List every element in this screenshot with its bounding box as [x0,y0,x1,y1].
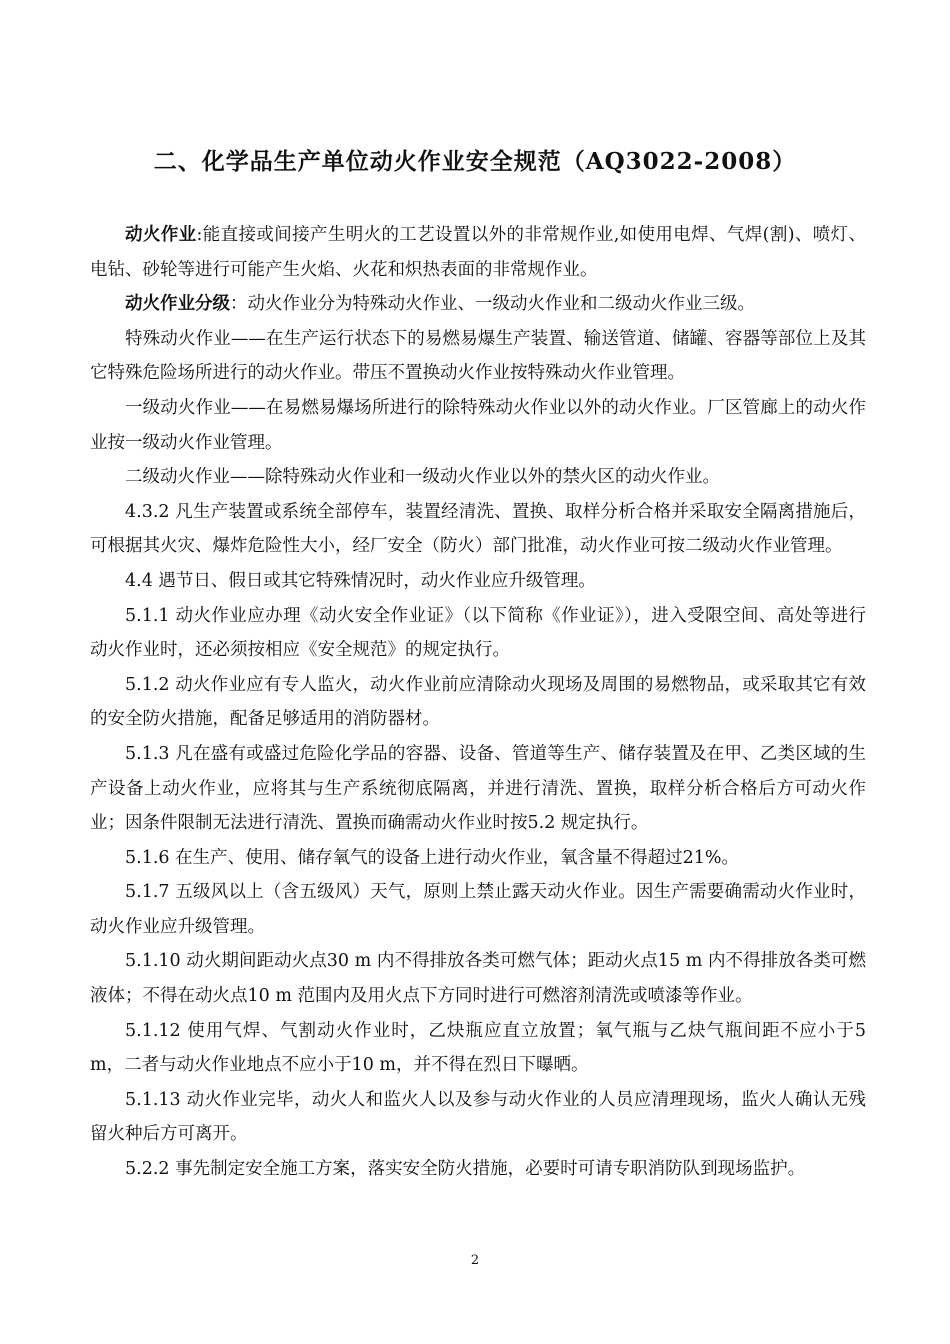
paragraph [90,1083,866,1152]
paragraph-text: 5.1.7 五级风以上（含五级风）天气，原则上禁止露天动火作业。因生产需要确需动火作业时，动火作业应升级管理。 [90,882,866,937]
paragraph [90,495,866,564]
paragraph-text: 5.1.10 动火期间距动火点30 m 内不得排放各类可燃气体；距动火点15 m 内不得排放各类可燃液体；不得在动火点10 m 范围内及用火点下方同时进行可燃溶剂清洗或喷漆等作业。 [90,951,866,1007]
document-body [90,218,866,1187]
paragraph [90,1152,866,1187]
paragraph-text: 4.4 遇节日、假日或其它特殊情况时，动火作业应升级管理。 [125,570,596,591]
paragraph [90,391,866,460]
paragraph-term: 动火作业 [125,225,197,245]
paragraph-term: 动火作业分级 [125,294,230,315]
paragraph-text: 一级动火作业——在易燃易爆场所进行的除特殊动火作业以外的动火作业。厂区管廊上的动火作业按一级动火作业管理。 [90,397,866,453]
paragraph-text: 5.1.3 凡在盛有或盛过危险化学品的容器、设备、管道等生产、储存装置及在甲、乙类区域的生产设备上动火作业，应将其与生产系统彻底隔离，并进行清洗、置换，取样分析合格后方可动火作业；因条件限制无法进行清洗、置换而确需动火作业时按5.2 规定执行。 [90,743,866,834]
paragraph-text: 5.1.12 使用气焊、气割动火作业时，乙炔瓶应直立放置；氧气瓶与乙炔气瓶间距不应小于5 m，二者与动火作业地点不应小于10 m，并不得在烈日下曝晒。 [90,1020,866,1076]
paragraph [90,1014,866,1083]
paragraph-text: 5.1.1 动火作业应办理《动火安全作业证》（以下简称《作业证》），进入受限空间、高处等进行动火作业时，还必须按相应《安全规范》的规定执行。 [90,605,866,661]
paragraph-text: 5.1.13 动火作业完毕，动火人和监火人以及参与动火作业的人员应清理现场，监火人确认无残留火种后方可离开。 [90,1089,866,1145]
paragraph [90,460,866,495]
paragraph [90,564,866,599]
paragraph-text: 5.1.6 在生产、使用、储存氧气的设备上进行动火作业，氧含量不得超过21%。 [125,847,739,868]
paragraph-text: 5.2.2 事先制定安全施工方案，落实安全防火措施，必要时可请专职消防队到现场监护。 [125,1159,806,1180]
paragraph [90,875,866,944]
paragraph [90,841,866,876]
paragraph-text: ：动火作业分为特殊动火作业、一级动火作业和二级动火作业三级。 [230,294,755,315]
paragraph [90,287,866,322]
paragraph-text: 5.1.2 动火作业应有专人监火，动火作业前应清除动火现场及周围的易燃物品，或采取其它有效的安全防火措施，配备足够适用的消防器材。 [90,674,866,730]
document-title: 二、化学品生产单位动火作业安全规范（AQ3022-2008） [153,148,797,176]
paragraph-text: 二级动火作业——除特殊动火作业和一级动火作业以外的禁火区的动火作业。 [125,467,720,488]
paragraph [90,668,866,737]
paragraph [90,599,866,668]
paragraph [90,737,866,841]
paragraph [90,944,866,1013]
page-number: 2 [470,1253,480,1268]
paragraph-text: :能直接或间接产生明火的工艺设置以外的非常规作业,如使用电焊、气焊(割)、喷灯、电钻、砂轮等进行可能产生火焰、火花和炽热表面的非常规作业。 [90,225,866,280]
paragraph [90,218,866,287]
paragraph-text: 4.3.2 凡生产装置或系统全部停车，装置经清洗、置换、取样分析合格并采取安全隔离措施后，可根据其火灾、爆炸危险性大小，经厂安全（防火）部门批准，动火作业可按二级动火作业管理。 [90,501,866,557]
paragraph-text: 特殊动火作业——在生产运行状态下的易燃易爆生产装置、输送管道、储罐、容器等部位上及其它特殊危险场所进行的动火作业。带压不置换动火作业按特殊动火作业管理。 [90,328,866,384]
paragraph [90,322,866,391]
